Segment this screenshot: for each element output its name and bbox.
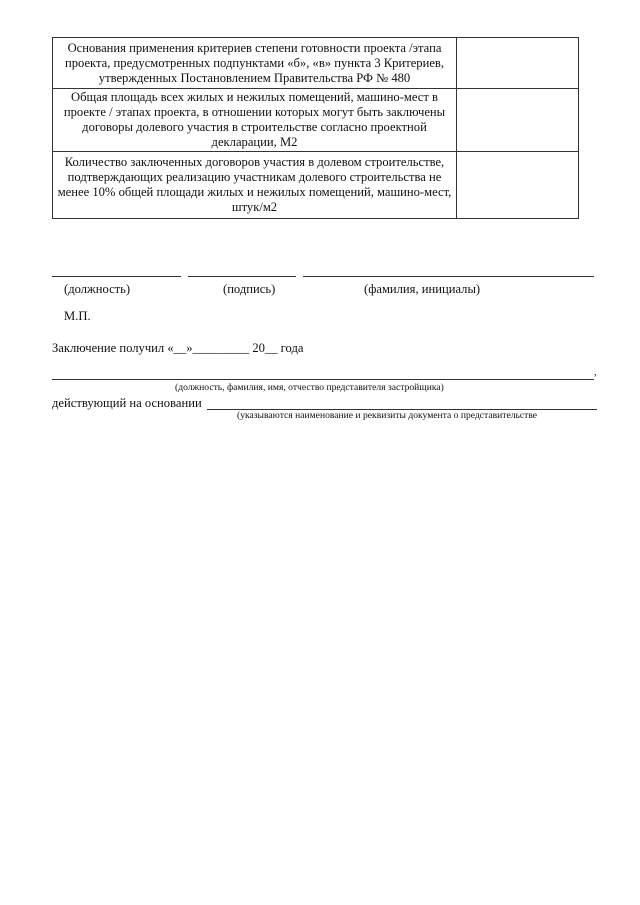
position-blank-line[interactable]: [52, 276, 181, 277]
total-area-value[interactable]: [457, 89, 579, 152]
signature-blank-line[interactable]: [188, 276, 296, 277]
stamp-label: М.П.: [64, 309, 91, 323]
basis-label: действующий на основании: [52, 396, 202, 410]
basis-caption: (указываются наименование и реквизиты документа о представительстве: [237, 410, 538, 421]
readiness-criteria-basis-label: Основания применения критериев степени готовности проекта /этапа проекта, предусмотренных подпунктами «б», «в» пункта 3 Критериев, утвержденных Постановлением Правительства РФ № 480: [53, 38, 457, 89]
position-caption: (должность): [64, 282, 131, 296]
contracts-count-value[interactable]: [457, 152, 579, 219]
criteria-table: [52, 37, 579, 219]
readiness-criteria-basis-value[interactable]: [457, 38, 579, 89]
representative-comma: ,: [594, 366, 597, 378]
name-caption: (фамилия, инициалы): [364, 282, 481, 296]
signature-caption: (подпись): [223, 282, 276, 296]
table-row: [53, 89, 579, 152]
contracts-count-label: Количество заключенных договоров участия в долевом строительстве, подтверждающих реализацию участникам долевого строительства не менее 10% общей площади жилых и нежилых помещений, машино-мест, штук/м2: [53, 152, 457, 219]
total-area-label: Общая площадь всех жилых и нежилых помещений, машино-мест в проекте / этапах проекта, в отношении которых могут быть заключены договоры долевого участия в строительстве согласно проектной декларации, М2: [53, 89, 457, 152]
table-row: [53, 152, 579, 219]
representative-blank-line[interactable]: [52, 379, 594, 380]
representative-caption: (должность, фамилия, имя, отчество представителя застройщика): [175, 382, 444, 393]
table-row: [53, 38, 579, 89]
name-blank-line[interactable]: [303, 276, 594, 277]
received-line: Заключение получил «__»_________ 20__ года: [52, 341, 304, 355]
